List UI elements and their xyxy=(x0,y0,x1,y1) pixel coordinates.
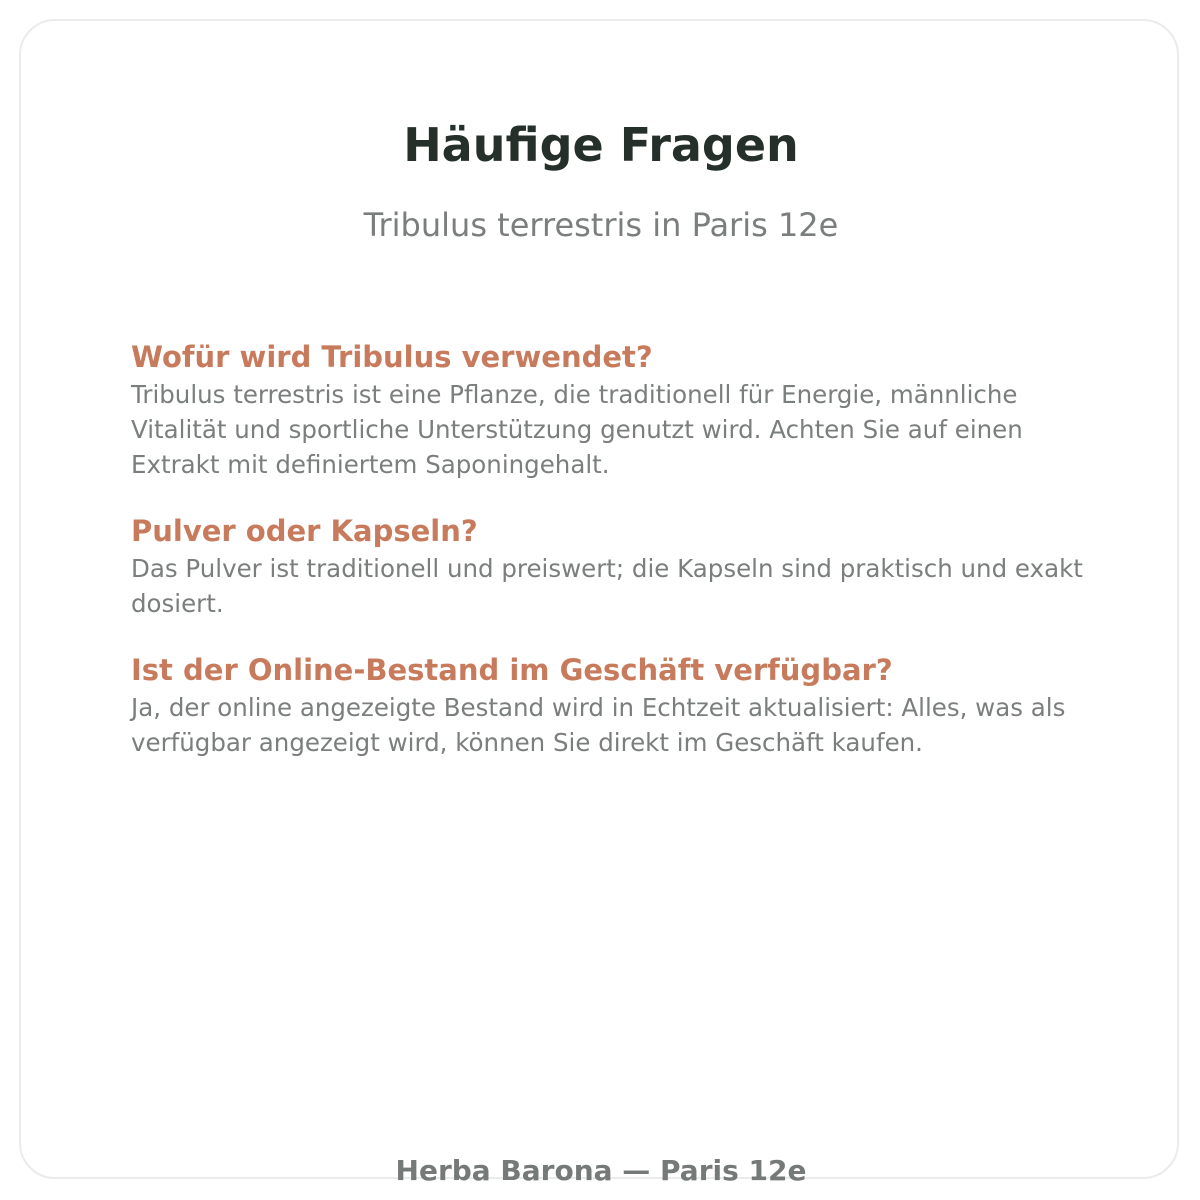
faq-question: Wofür wird Tribulus verwendet? xyxy=(131,340,653,374)
faq-question: Ist der Online-Bestand im Geschäft verfügbar? xyxy=(131,653,893,687)
faq-card xyxy=(19,19,1179,1187)
page-title: Häufige Fragen xyxy=(403,118,799,172)
faq-item-stock xyxy=(131,650,1091,760)
page-subtitle: Tribulus terrestris in Paris 12e xyxy=(363,206,839,244)
faq-answer: Das Pulver ist traditionell und preiswert; die Kapseln sind praktisch und exakt dosiert. xyxy=(131,554,1083,618)
faq-item-usage xyxy=(131,337,1091,482)
faq-answer: Tribulus terrestris ist eine Pflanze, die traditionell für Energie, männliche Vitalität und sportliche Unterstützung genutzt wird. Achten Sie auf einen Extrakt mit definiertem Saponingehalt. xyxy=(131,380,1023,479)
faq-question: Pulver oder Kapseln? xyxy=(131,514,478,548)
faq-answer: Ja, der online angezeigte Bestand wird in Echtzeit aktualisiert: Alles, was als verfügbar angezeigt wird, können Sie direkt im Geschäft kaufen. xyxy=(131,693,1066,757)
footer-brand: Herba Barona — Paris 12e xyxy=(395,1154,807,1187)
faq-item-form xyxy=(131,511,1091,621)
